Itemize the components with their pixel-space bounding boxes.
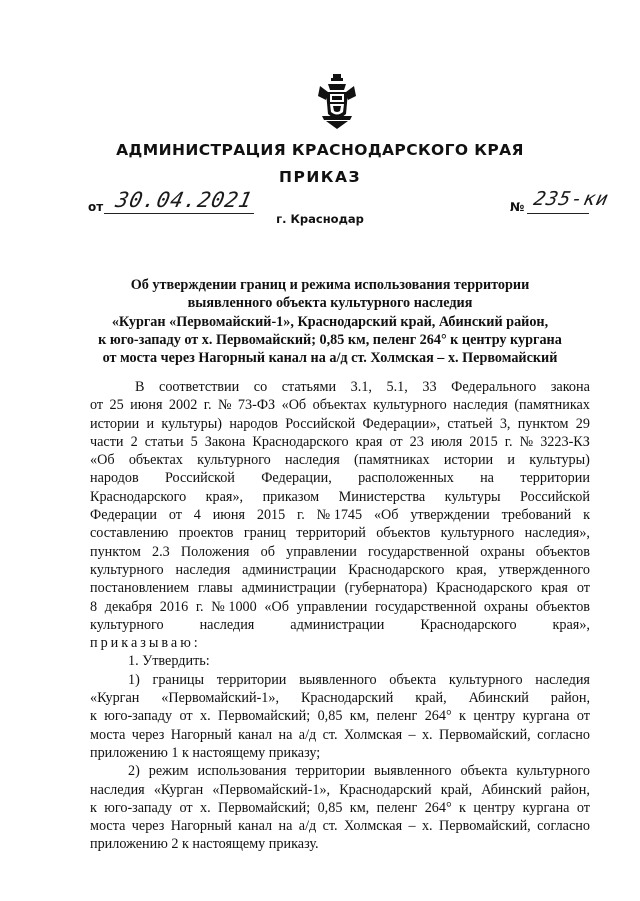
body-word: х.: [421, 818, 433, 835]
order-subject: [80, 276, 580, 367]
body-word: объектов: [535, 598, 590, 615]
body-word: 29: [575, 415, 590, 432]
body-word: 25: [109, 397, 124, 414]
body-line: [90, 817, 590, 835]
body-word: 2015: [469, 433, 498, 450]
body-line: [90, 598, 590, 616]
body-word: 1): [128, 671, 140, 688]
body-word: статьей: [447, 415, 493, 432]
body-word: Федерального: [451, 379, 537, 395]
order-body-text: [90, 378, 590, 854]
body-word: культурного: [440, 525, 515, 542]
body-word: администрации: [290, 616, 385, 633]
body-word: канал: [238, 726, 273, 743]
body-word: Нагорный: [170, 726, 232, 743]
body-word: Абинский: [468, 690, 529, 707]
body-line: [90, 378, 590, 396]
body-word: составлению: [90, 525, 169, 542]
document-type-title: ПРИКАЗ: [279, 168, 361, 186]
body-word: через: [131, 726, 165, 743]
body-word: статьи: [144, 433, 184, 450]
subject-line: к юго-западу от х. Первомайский; 0,85 км, пеленг 264° к центру кургана: [98, 331, 562, 348]
body-word: х.: [200, 708, 211, 725]
body-word: 3223-КЗ: [540, 433, 590, 450]
body-word: –: [408, 818, 416, 835]
body-word: территории: [295, 763, 366, 780]
body-word: главы: [197, 580, 233, 597]
body-word: Краснодарского: [420, 616, 517, 633]
body-word: моста: [90, 818, 126, 835]
body-word: к: [459, 799, 466, 816]
body-word: приложению 2 к настоящему приказу.: [90, 836, 319, 853]
body-word: Краснодарский: [339, 781, 432, 798]
body-word: июня: [212, 507, 246, 524]
body-word: от: [576, 799, 590, 816]
krasnodar-coat-of-arms-icon: [316, 74, 358, 130]
body-word: территории: [520, 470, 590, 487]
body-word: утвержденного: [498, 561, 590, 578]
body-word: проектов: [178, 525, 234, 542]
body-word: пунктом: [517, 415, 569, 432]
body-word: объектах: [128, 452, 183, 469]
body-word: центру: [473, 799, 516, 816]
body-word: культурного: [90, 616, 164, 633]
body-word: культуры): [161, 415, 223, 432]
body-word: охраны: [480, 543, 525, 560]
body-word: Министерства: [338, 488, 426, 505]
body-word: границ: [243, 525, 286, 542]
body-word: 264°: [424, 799, 452, 816]
body-word: 5: [190, 433, 198, 450]
body-word: юго-западу: [104, 799, 173, 816]
body-word: от: [168, 507, 182, 524]
body-line: [90, 634, 590, 652]
body-word: Первомайский;: [218, 708, 311, 725]
subject-line: Об утверждении границ и режима использования территории: [130, 277, 530, 293]
body-word: а/д: [298, 818, 317, 835]
body-word: края»,: [205, 488, 244, 505]
body-word: Первомайский,: [438, 818, 531, 835]
body-word: кургана: [522, 708, 570, 725]
body-word: 2): [128, 763, 140, 780]
body-word: администрации: [242, 561, 337, 578]
body-word: соответствии: [159, 379, 240, 395]
date-label: от: [88, 200, 104, 214]
body-word: Краснодарского: [436, 580, 533, 597]
body-line: [90, 671, 590, 689]
body-word: №: [519, 433, 534, 450]
body-line: [90, 506, 590, 524]
body-word: пунктом: [90, 543, 141, 560]
body-word: «Об: [264, 598, 289, 615]
body-word: 73-ФЗ: [237, 397, 276, 414]
body-word: «Курган: [153, 781, 204, 798]
body-word: от: [389, 433, 403, 450]
body-word: 3,: [499, 415, 511, 432]
body-word: к: [90, 708, 97, 725]
body-word: от: [90, 397, 104, 414]
body-word: объектах: [312, 397, 367, 414]
body-word: Краснодарского: [252, 433, 349, 450]
body-word: к: [583, 507, 590, 524]
body-word: а/д: [298, 726, 317, 743]
body-word: выявленного: [374, 763, 452, 780]
body-word: (губернатора): [344, 580, 428, 597]
body-word: Федерации»,: [362, 415, 441, 432]
body-word: пеленг: [376, 708, 418, 725]
body-word: х.: [421, 726, 433, 743]
body-word: июня: [130, 397, 163, 414]
city-name: г. Краснодар: [276, 212, 364, 226]
body-line: [90, 469, 590, 487]
body-word: 2: [130, 433, 138, 450]
body-word: 2002: [168, 397, 198, 414]
subject-line: от моста через Нагорный канал на а/д ст. Холмская – х. Первомайский: [102, 350, 558, 367]
body-word: объекта: [460, 763, 508, 780]
body-word: Российской: [164, 470, 235, 487]
body-word: приказом: [262, 488, 320, 505]
body-line: [90, 543, 590, 561]
body-word: Российской: [520, 488, 590, 505]
body-word: народов: [90, 470, 139, 487]
body-word: центру: [473, 708, 516, 725]
body-word: части: [90, 433, 124, 450]
body-word: администрации: [241, 580, 336, 597]
body-word: наследия»,: [524, 525, 590, 542]
body-word: декабря: [104, 598, 153, 615]
body-word: утверждении: [410, 507, 490, 524]
body-word: культурного: [90, 561, 164, 578]
body-word: границы: [152, 671, 205, 688]
body-word: наследия: [453, 397, 508, 414]
body-word: охраны: [483, 598, 529, 615]
body-word: Краснодарский: [300, 690, 394, 707]
body-word: культуры): [529, 452, 590, 469]
body-word: культурного: [516, 763, 590, 780]
body-line: [90, 652, 590, 670]
body-word: истории: [443, 452, 494, 469]
body-word: район,: [550, 781, 590, 798]
body-line: [90, 616, 590, 634]
body-word: Положения: [180, 543, 250, 560]
body-line: [90, 451, 590, 469]
body-word: «Первомайский-1»,: [161, 690, 280, 707]
body-word: приказываю:: [90, 635, 201, 652]
body-word: наследия: [285, 452, 340, 469]
body-word: государственной: [368, 543, 470, 560]
body-word: от: [576, 580, 590, 597]
handwritten-date: 30.04.2021: [113, 188, 255, 212]
body-word: х.: [200, 799, 211, 816]
body-word: Первомайский,: [438, 726, 531, 743]
body-word: Федерации,: [261, 470, 332, 487]
body-word: Холмская: [343, 818, 403, 835]
body-line: [90, 488, 590, 506]
body-line: [90, 762, 590, 780]
body-word: края: [355, 433, 383, 450]
body-word: статьями: [281, 379, 337, 395]
handwritten-number: 235-ки: [531, 188, 611, 210]
body-line: [90, 524, 590, 542]
body-word: государственной: [375, 598, 477, 615]
body-word: Нагорный: [170, 818, 232, 835]
body-word: 264°: [424, 708, 452, 725]
body-word: (памятниках: [354, 452, 430, 469]
body-line: [90, 579, 590, 597]
body-word: наследия: [199, 616, 255, 633]
body-word: на: [278, 726, 293, 743]
body-word: №: [217, 397, 232, 414]
body-word: и: [146, 415, 155, 432]
body-word: народов: [229, 415, 278, 432]
body-word: истории: [90, 415, 140, 432]
body-word: № 1000: [211, 598, 257, 615]
body-word: и: [507, 452, 516, 469]
body-word: управлении: [296, 598, 368, 615]
body-word: культурного: [373, 397, 447, 414]
body-word: № 1745: [316, 507, 363, 524]
body-line: [90, 744, 590, 762]
organization-title: АДМИНИСТРАЦИЯ КРАСНОДАРСКОГО КРАЯ: [116, 141, 524, 159]
body-word: пеленг: [376, 799, 418, 816]
body-word: край,: [415, 690, 447, 707]
body-word: культуры: [444, 488, 501, 505]
body-word: 2015: [256, 507, 286, 524]
body-word: режим: [148, 763, 189, 780]
body-word: км,: [349, 708, 370, 725]
body-word: объектов: [535, 543, 590, 560]
body-word: Холмская: [343, 726, 403, 743]
body-word: кургана: [522, 799, 570, 816]
body-line: [90, 726, 590, 744]
body-word: культурного: [448, 671, 523, 688]
body-word: ст.: [322, 726, 338, 743]
body-word: объекта: [389, 671, 437, 688]
body-word: к: [459, 708, 466, 725]
body-word: использования: [197, 763, 287, 780]
body-word: края: [541, 580, 568, 597]
body-word: управлении: [286, 543, 357, 560]
body-word: км,: [349, 799, 370, 816]
body-word: территорий: [296, 525, 366, 542]
body-line: [90, 781, 590, 799]
body-word: 8: [90, 598, 98, 615]
body-line: [90, 707, 590, 725]
body-line: [90, 433, 590, 451]
body-word: постановлением: [90, 580, 190, 597]
body-word: «Об: [281, 397, 307, 414]
body-word: Закона: [204, 433, 246, 450]
body-word: согласно: [537, 726, 590, 743]
number-label: №: [510, 200, 525, 214]
body-word: закона: [550, 379, 590, 395]
body-word: к: [90, 799, 97, 816]
body-word: Абинский: [481, 781, 542, 798]
body-word: 3.1,: [350, 379, 372, 395]
body-word: 33: [422, 379, 437, 395]
body-word: от: [179, 799, 193, 816]
body-word: от: [179, 708, 193, 725]
body-word: на: [480, 470, 494, 487]
body-word: культурного: [197, 452, 271, 469]
body-word: края,: [456, 561, 487, 578]
body-word: приложению 1 к настоящему приказу;: [90, 744, 321, 761]
body-word: наследия: [175, 561, 231, 578]
body-word: территории: [216, 671, 287, 688]
body-line: [90, 415, 590, 433]
body-line: [90, 561, 590, 579]
body-word: 23: [409, 433, 424, 450]
subject-line: выявленного объекта культурного наследия: [187, 295, 473, 312]
body-word: об: [260, 543, 275, 560]
body-word: г.: [195, 598, 204, 615]
body-word: «Первомайский-1»,: [212, 781, 331, 798]
body-word: моста: [90, 726, 126, 743]
body-word: объектов: [376, 525, 431, 542]
subject-line: «Курган «Первомайский-1», Краснодарский край, Абинский район,: [111, 313, 549, 330]
body-line: [90, 835, 590, 853]
body-word: г.: [297, 507, 305, 524]
body-word: (памятниках: [514, 397, 590, 414]
body-word: «Об: [90, 452, 115, 469]
body-word: 4: [193, 507, 201, 524]
body-word: Российской: [285, 415, 356, 432]
body-word: Федерации: [90, 507, 158, 524]
body-word: края»,: [552, 616, 590, 633]
body-word: «Курган: [90, 690, 140, 707]
body-word: через: [131, 818, 165, 835]
body-word: «Об: [373, 507, 399, 524]
body-word: юго-западу: [104, 708, 173, 725]
body-word: канал: [238, 818, 273, 835]
body-word: район,: [550, 690, 590, 707]
body-word: со: [253, 379, 268, 395]
body-word: ст.: [322, 818, 338, 835]
body-word: Краснодарского: [90, 488, 187, 505]
body-word: наследия: [90, 781, 145, 798]
body-word: г.: [504, 433, 513, 450]
body-word: 5.1,: [386, 379, 408, 395]
body-line: [90, 689, 590, 707]
body-line: [90, 396, 590, 414]
body-line: [90, 799, 590, 817]
body-word: требований: [501, 507, 572, 524]
body-word: край,: [440, 781, 473, 798]
body-word: 0,85: [317, 799, 343, 816]
body-word: выявленного: [299, 671, 377, 688]
body-word: согласно: [537, 818, 590, 835]
body-word: г.: [203, 397, 212, 414]
body-word: 2.3: [151, 543, 170, 560]
body-word: Краснодарского: [348, 561, 445, 578]
body-word: В: [135, 379, 145, 395]
body-word: июля: [430, 433, 463, 450]
body-word: от: [576, 708, 590, 725]
body-word: 2016: [159, 598, 189, 615]
body-word: 0,85: [317, 708, 343, 725]
body-word: –: [408, 726, 416, 743]
body-word: Первомайский;: [218, 799, 311, 816]
body-word: расположенных: [358, 470, 454, 487]
body-word: наследия: [535, 671, 590, 688]
body-word: на: [278, 818, 293, 835]
body-word: 1. Утвердить:: [128, 653, 210, 670]
